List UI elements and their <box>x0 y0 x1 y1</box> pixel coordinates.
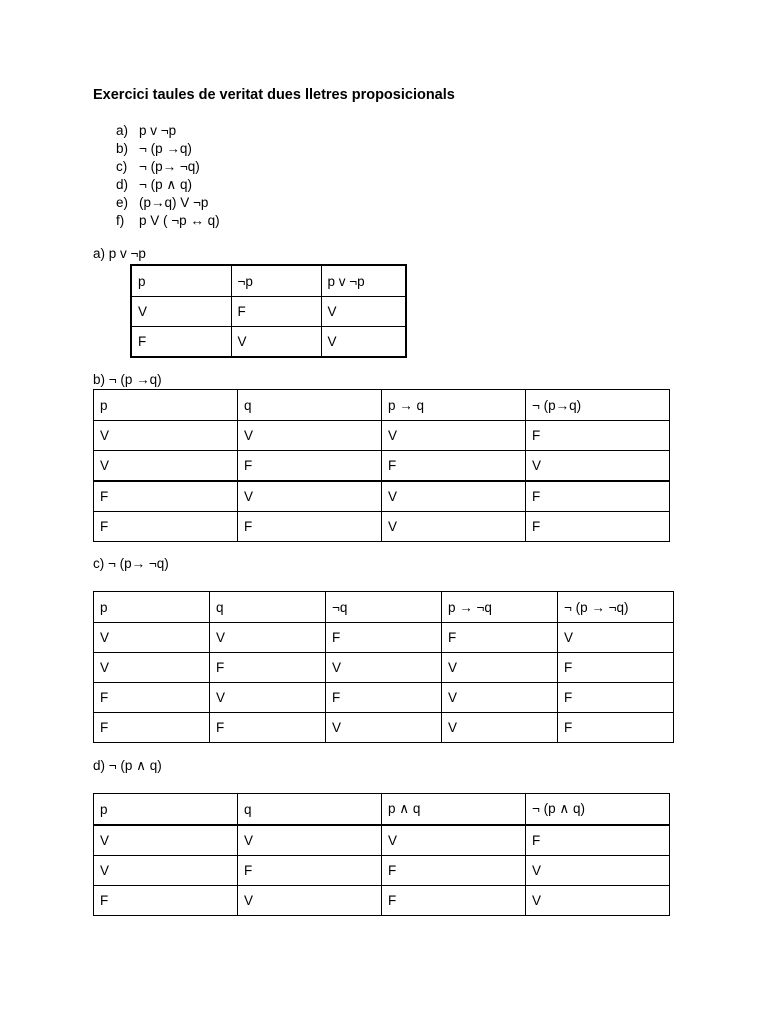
header-cell: q <box>238 390 382 421</box>
table-row <box>131 297 406 327</box>
header-cell: p <box>94 592 210 623</box>
table-cell: V <box>131 297 231 327</box>
table-cell: F <box>326 683 442 713</box>
header-cell: p → ¬q <box>442 592 558 623</box>
table-cell: V <box>382 421 526 451</box>
header-cell: p <box>94 794 238 826</box>
exercise-letter: f) <box>116 213 125 228</box>
table-cell: F <box>526 421 670 451</box>
header-cell: q <box>238 794 382 826</box>
table-row <box>131 327 406 358</box>
table-cell: V <box>238 886 382 916</box>
table-cell: F <box>526 825 670 856</box>
table-header-row <box>94 794 670 826</box>
exercise-item <box>116 194 220 212</box>
table-cell: F <box>131 327 231 358</box>
table-cell: V <box>442 713 558 743</box>
table-cell: V <box>94 653 210 683</box>
table-cell: F <box>94 713 210 743</box>
table-cell: F <box>94 683 210 713</box>
exercise-item <box>116 140 220 158</box>
header-cell: ¬q <box>326 592 442 623</box>
table-cell: V <box>94 451 238 482</box>
table-cell: F <box>326 623 442 653</box>
table-cell: F <box>558 713 674 743</box>
table-cell: F <box>558 653 674 683</box>
truth-table-c <box>93 591 674 743</box>
exercise-item <box>116 176 220 194</box>
table-header-row <box>131 265 406 297</box>
table-cell: V <box>94 623 210 653</box>
exercise-formula: (p→q) V ¬p <box>139 195 209 210</box>
table-cell: V <box>94 825 238 856</box>
table-row <box>94 683 674 713</box>
table-row <box>94 512 670 542</box>
header-cell: p → q <box>382 390 526 421</box>
table-cell: V <box>210 623 326 653</box>
table-row <box>94 856 670 886</box>
table-row <box>94 825 670 856</box>
table-cell: F <box>526 512 670 542</box>
table-cell: F <box>210 653 326 683</box>
table-cell: V <box>326 653 442 683</box>
table-cell: V <box>238 481 382 512</box>
exercise-formula: ¬ (p→ ¬q) <box>139 159 200 174</box>
table-row <box>94 481 670 512</box>
table-cell: V <box>94 421 238 451</box>
table-cell: F <box>94 886 238 916</box>
header-cell: p ∧ q <box>382 794 526 826</box>
section-heading-d: d) ¬ (p ∧ q) <box>93 758 162 773</box>
header-cell: ¬ (p ∧ q) <box>526 794 670 826</box>
exercise-letter: e) <box>116 195 129 210</box>
exercise-formula: p V ( ¬p ↔ q) <box>139 213 220 228</box>
header-cell: p v ¬p <box>321 265 406 297</box>
exercise-letter: c) <box>116 159 128 174</box>
table-row <box>94 623 674 653</box>
table-cell: V <box>321 297 406 327</box>
table-cell: F <box>210 713 326 743</box>
table-cell: F <box>94 512 238 542</box>
table-cell: V <box>526 451 670 482</box>
table-row <box>94 886 670 916</box>
table-header-row <box>94 592 674 623</box>
exercise-letter: b) <box>116 141 129 156</box>
header-cell: ¬p <box>231 265 321 297</box>
table-cell: V <box>238 825 382 856</box>
table-cell: V <box>442 653 558 683</box>
table-cell: V <box>382 825 526 856</box>
document-title: Exercici taules de veritat dues lletres proposicionals <box>93 87 455 103</box>
table-cell: V <box>526 856 670 886</box>
table-cell: F <box>382 451 526 482</box>
table-cell: V <box>210 683 326 713</box>
table-cell: V <box>94 856 238 886</box>
table-cell: V <box>238 421 382 451</box>
section-heading-a: a) p v ¬p <box>93 246 146 261</box>
table-cell: F <box>238 451 382 482</box>
table-cell: V <box>382 512 526 542</box>
header-cell: p <box>131 265 231 297</box>
table-cell: V <box>526 886 670 916</box>
truth-table-a <box>130 264 407 358</box>
table-cell: V <box>231 327 321 358</box>
header-cell: q <box>210 592 326 623</box>
table-cell: F <box>231 297 321 327</box>
exercise-item <box>116 122 220 140</box>
table-cell: V <box>321 327 406 358</box>
table-cell: F <box>442 623 558 653</box>
table-cell: F <box>238 856 382 886</box>
exercise-letter: d) <box>116 177 129 192</box>
table-row <box>94 451 670 482</box>
table-cell: F <box>238 512 382 542</box>
exercise-formula: ¬ (p ∧ q) <box>139 177 193 192</box>
table-row <box>94 421 670 451</box>
exercise-formula: ¬ (p →q) <box>139 141 192 156</box>
table-row <box>94 713 674 743</box>
section-heading-c: c) ¬ (p→ ¬q) <box>93 556 169 571</box>
table-cell: V <box>558 623 674 653</box>
table-cell: V <box>382 481 526 512</box>
truth-table-d <box>93 793 670 916</box>
header-cell: ¬ (p→q) <box>526 390 670 421</box>
table-header-row <box>94 390 670 421</box>
table-cell: V <box>326 713 442 743</box>
exercise-item <box>116 158 220 176</box>
table-cell: F <box>94 481 238 512</box>
truth-table-b <box>93 389 670 542</box>
exercise-formula: p v ¬p <box>139 123 177 138</box>
table-row <box>94 653 674 683</box>
header-cell: p <box>94 390 238 421</box>
table-cell: F <box>382 856 526 886</box>
exercise-item <box>116 212 220 230</box>
table-cell: F <box>382 886 526 916</box>
table-cell: F <box>558 683 674 713</box>
section-heading-b: b) ¬ (p →q) <box>93 372 162 387</box>
exercise-list <box>116 122 220 230</box>
header-cell: ¬ (p → ¬q) <box>558 592 674 623</box>
exercise-letter: a) <box>116 123 129 138</box>
table-cell: F <box>526 481 670 512</box>
table-cell: V <box>442 683 558 713</box>
